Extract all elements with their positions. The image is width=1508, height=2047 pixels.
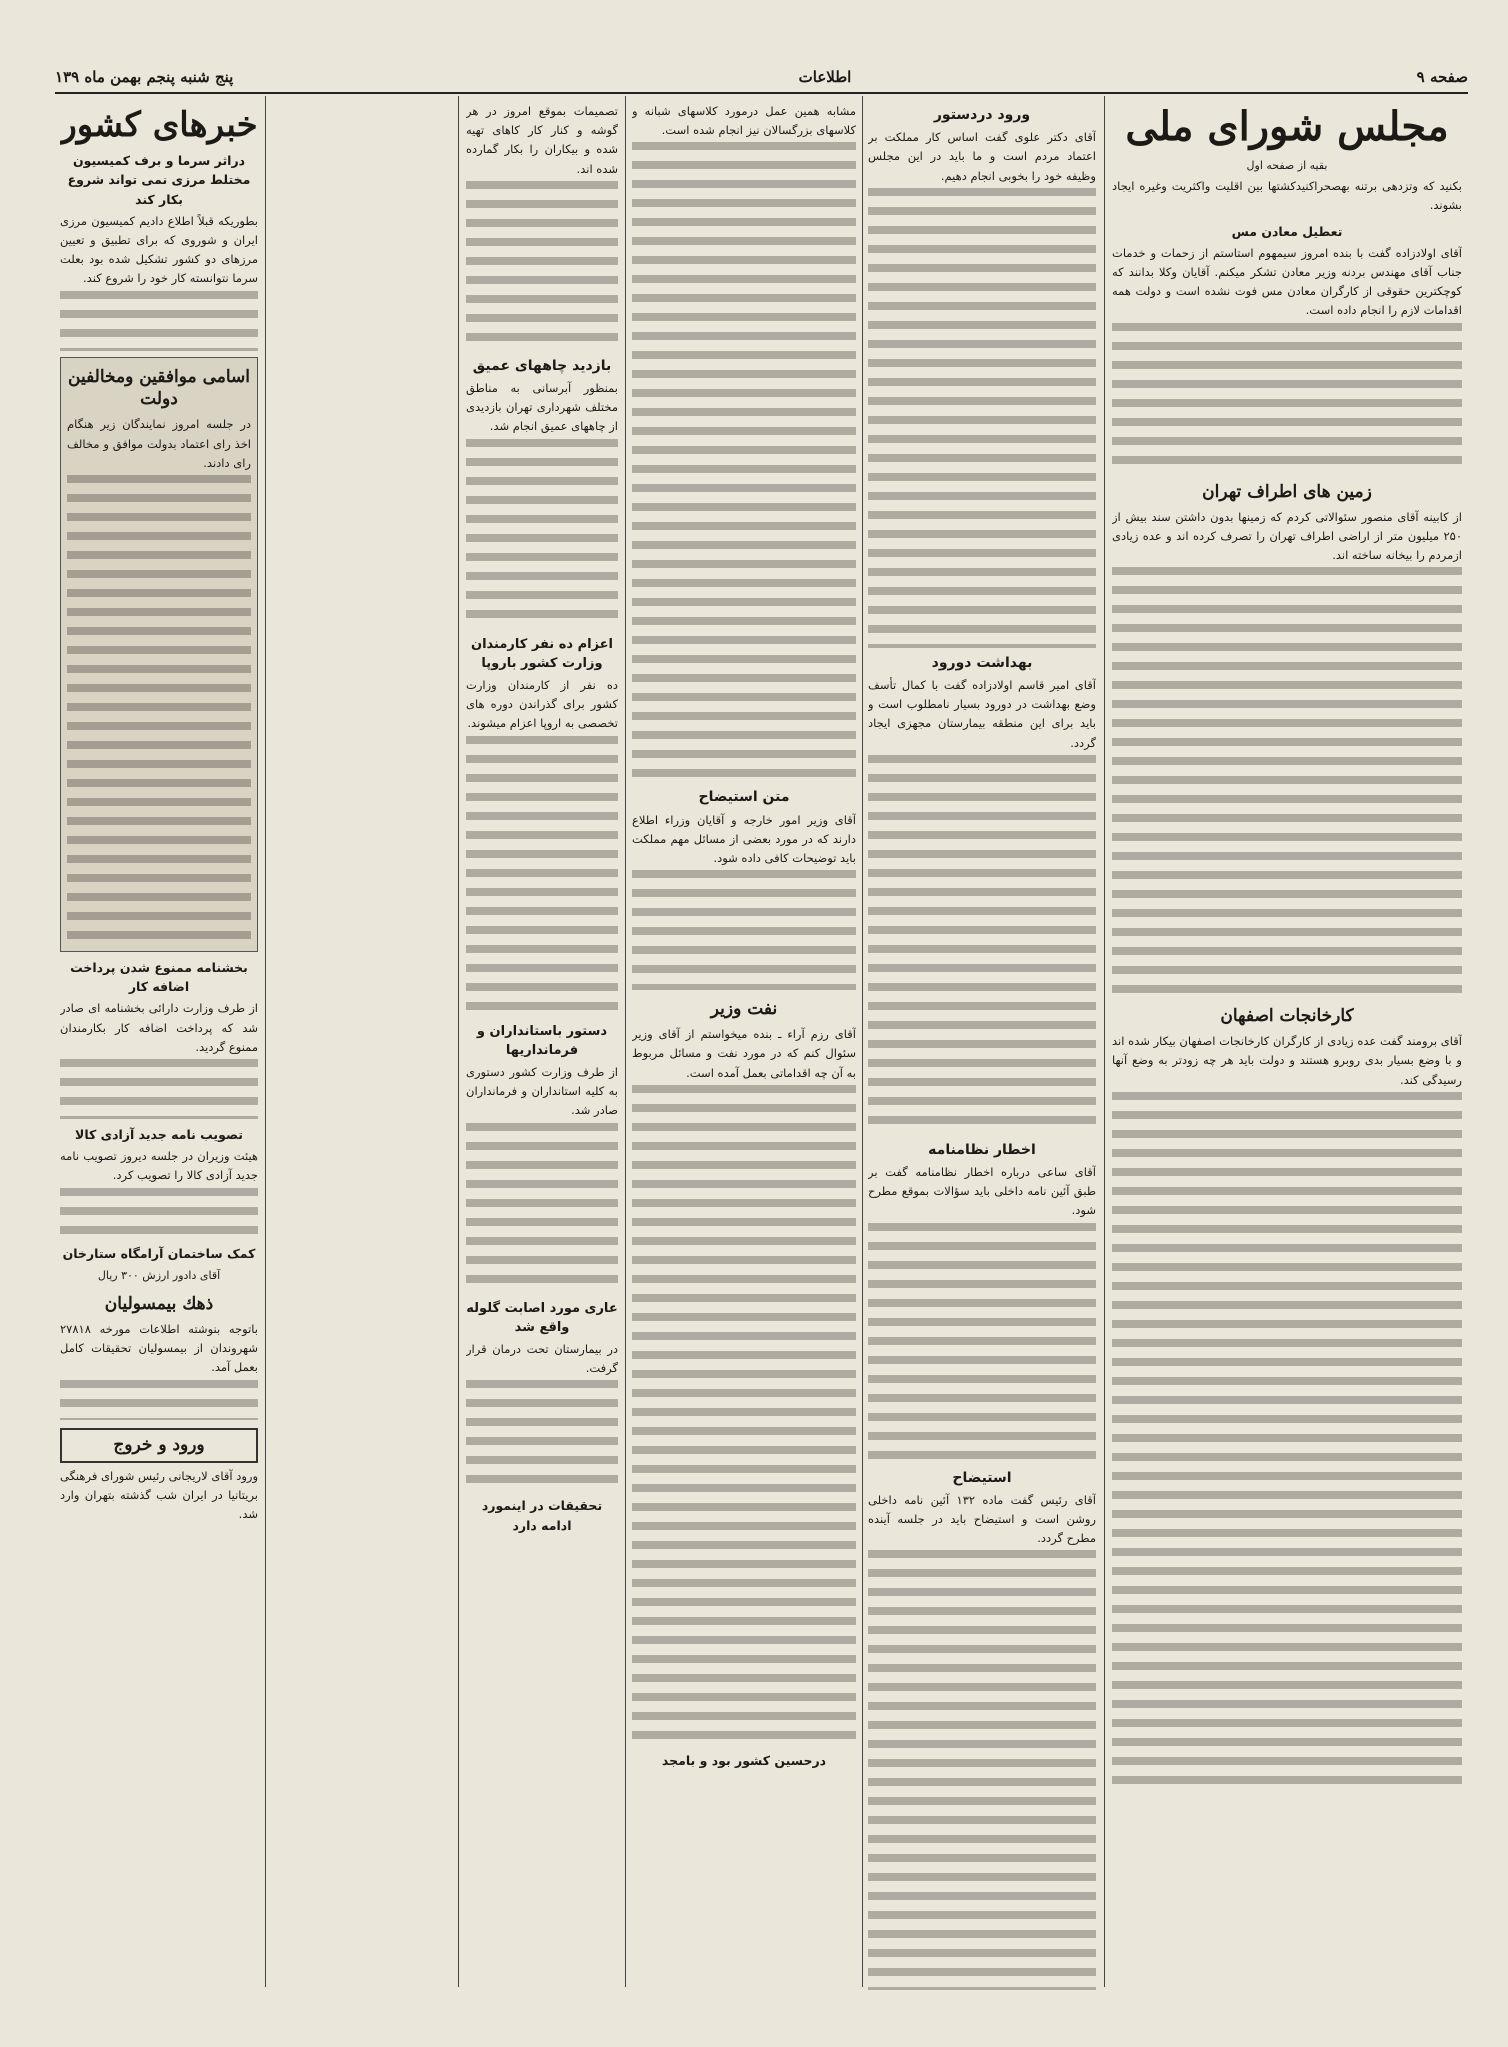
article-text: آقای رزم آراء ـ بنده میخواستم از آقای وزیر سئوال کنم که در مورد نفت و مسائل مربوط به آن چه اقداماتی بعمل آمده است. [632, 1027, 856, 1080]
article-text: آقای رئیس گفت ماده ۱۳۲ آئین نامه داخلی روشن است و استیضاح باید در جلسه آینده مطرح گردد. [868, 1492, 1096, 1546]
article-text: آقای دکتر علوی گفت اساس کار مملکت بر اعتماد مردم است و ما باید در این مجلس وظیفه خود را بخوبی انجام دهیم. [868, 130, 1096, 183]
subhead-staff-to-europe: اعزام ده نفر کارمندان وزارت کشور باروپا [471, 636, 613, 671]
column-divider [862, 96, 863, 1987]
column-divider [625, 96, 626, 1987]
subhead-oil-minister: نفت وزیر [710, 999, 778, 1020]
article-text: از طرف وزارت دارائی بخشنامه ای صادر شد که پرداخت اضافه کار بکارمندان ممنوع گردید. [60, 1001, 258, 1054]
column-divider [458, 96, 459, 1987]
subhead-shooting: عاری مورد اصابت گلوله واقع شد [466, 1300, 618, 1335]
article-text: تصمیمات بموقع امروز در هر گوشه و کنار کار کاهای تهیه شده و بیکاران را بکار گمارده شده اند. [466, 104, 618, 176]
subhead-arrivals: ورود و خروج [113, 1434, 205, 1455]
subhead-copper-mines: تعطیل معادن مس [1231, 223, 1343, 239]
column-parliament [1112, 100, 1462, 1990]
text-block [1112, 567, 1462, 997]
column-footer-line: درحسین کشور بود و بامجد [661, 1752, 827, 1768]
text-block [1112, 323, 1462, 473]
article-text: آقای وزیر امور خارجه و آقایان وزراء اطلاع دارند که در مورد بعضی از مسائل مهم مملکت باید توضیحات کافی داده شود. [632, 812, 856, 866]
text-block [60, 291, 258, 351]
article-text: بمنظور آبرسانی به مناطق مختلف شهرداری تهران بازدیدی از چاههای عمیق انجام شد. [466, 381, 618, 434]
page-label: صفحه ۹ [1416, 68, 1468, 86]
article-text: باتوجه بنوشته اطلاعات مورخه ۲۷۸۱۸ شهروندان از بیمسولیان تحقیقات کامل بعمل آمد. [60, 1321, 258, 1375]
subhead-bimsolian: ذهك بیمسولیان [104, 1294, 214, 1315]
article-text: آقای برومند گفت عده زیادی از کارگران کارخانجات اصفهان بیکار شده اند و با وضع بسیار بدی روبرو هستند و دولت باید هر چه زودتر به وضع آنها رسیدگی کند. [1112, 1034, 1462, 1087]
article-text: هیئت وزیران در جلسه دیروز تصویب نامه جدید آزادی کالا را تصویب کرد. [60, 1149, 258, 1183]
article-text: مشابه همین عمل درمورد کلاسهای شبانه و کلاسهای بزرگسالان نیز انجام شده است. [632, 104, 856, 138]
text-block [466, 181, 618, 351]
paper-name: اطلاعات [798, 68, 852, 86]
article-text: در بیمارستان تحت درمان قرار گرفت. [466, 1342, 618, 1376]
article-text: آقای ساعی درباره اخطار نظامنامه گفت بر طبق آئین نامه داخلی باید سؤالات بموقع مطرح شود. [868, 1165, 1096, 1218]
headline-national-news: خبرهای کشور [60, 105, 258, 145]
column-divider [265, 96, 266, 1987]
arrivals-box [60, 1428, 258, 1463]
subhead-isfahan-factories: کارخانجات اصفهان [1220, 1006, 1354, 1027]
subhead-dorud-health: بهداشت دورود [931, 654, 1033, 671]
text-block [868, 188, 1096, 648]
issue-date: پنج شنبه پنجم بهمن ماه ۱۳۹ [55, 68, 234, 86]
text-block [466, 439, 618, 629]
text-block [868, 755, 1096, 1135]
subhead-overtime-ban: بخشنامه ممنوع شدن پرداخت اضافه کار [70, 960, 248, 995]
text-block [632, 1085, 856, 1745]
text-block [1112, 1092, 1462, 1792]
box-text: در جلسه امروز نمایندگان زیر هنگام اخذ رای اعتماد بدولت موافق و مخالف رای دادند. [67, 417, 251, 470]
text-block [67, 475, 251, 945]
text-block [466, 736, 618, 1016]
text-block [868, 1550, 1096, 1990]
article-text: آقای اولادزاده گفت با بنده امروز سیمهوم استاستم از زحمات و خدمات جناب آقای مهندس بردنه وزیر معادن تشکر میکنم. آقایان وکلا بدانند که کوچکترین حقوقی از کارگران معادن مس فوت نشده است و دولت همه اقدامات لازم را انجام داده است. [1112, 245, 1462, 318]
text-block [466, 1380, 618, 1490]
headline-parliament: مجلس شورای ملی [1125, 103, 1449, 150]
column-national-news [60, 100, 258, 1990]
column-two [868, 100, 1096, 1990]
subhead-interpellation-text: متن استیضاح [698, 789, 790, 806]
vote-box [60, 357, 258, 952]
subhead-goods-freedom: تصویب نامه جدید آزادی کالا [75, 1127, 243, 1143]
subhead-agenda: ورود دردستور [933, 107, 1031, 123]
article-text: آقای امیر قاسم اولادزاده گفت با کمال تأسف وضع بهداشت در دورود بسیار نامطلوب است و باید برای این منطقه بیمارستان مجهزی ایجاد گردد. [868, 678, 1096, 750]
subhead-wells-visit: بازدید چاههای عمیق [472, 357, 612, 374]
subhead-governors-order: دستور باستانداران و فرمانداریها [476, 1023, 608, 1058]
subhead-tehran-lands: زمین های اطراف تهران [1202, 481, 1372, 502]
subhead-border-commission: دراثر سرما و برف کمیسیون مختلط مرزی نمی تواند شروع بکار کند [67, 153, 251, 207]
column-four [466, 100, 618, 1990]
column-footer-line: تحقیقات در اینمورد ادامه دارد [481, 1498, 603, 1533]
article-text: از طرف وزارت کشور دستوری به کلیه استانداران و فرمانداران صادر شد. [466, 1065, 618, 1118]
column-three [632, 100, 856, 1990]
text-block [632, 870, 856, 990]
text-block [60, 1380, 258, 1420]
continued-note: بقیه از صفحه اول [1246, 159, 1328, 172]
column-divider [1104, 96, 1105, 1987]
subhead-rules-warning: اخطار نظامنامه [928, 1141, 1036, 1158]
text-block [466, 1123, 618, 1293]
top-rule [55, 92, 1468, 94]
box-title: اسامی موافقین ومخالفین دولت [68, 366, 250, 410]
running-head [55, 64, 1468, 90]
article-text: ده نفر از کارمندان وزارت کشور برای گذراندن دوره های تخصصی به اروپا اعزام میشوند. [466, 678, 618, 731]
article-text: از کابینه آقای منصور سئوالاتی کردم که زمینها بدون داشتن سند بیش از ۲۵۰ میلیون متر از اراضی اطراف تهران را تصرف کرده اند و عده زیادی ازمردم را بیخانه ساخته اند. [1112, 509, 1462, 562]
text-block [632, 142, 856, 782]
text-block [60, 1059, 258, 1119]
subhead-sattarkhan: کمک ساختمان آرامگاه ستارخان [62, 1245, 256, 1261]
article-text: بطوریکه قبلاً اطلاع دادیم کمیسیون مرزی ایران و شوروی که برای تطبیق و تعیین مرزهای دو کشور تشکیل شده بود بعلت سرما نتوانسته کار خود را شروع کند. [60, 213, 258, 286]
text-block [868, 1223, 1096, 1463]
text-block [60, 1188, 258, 1238]
subhead-interpellation: استیضاح [952, 1469, 1012, 1486]
article-text: آقای دادور ارزش ۳۰۰ ریال [97, 1268, 221, 1282]
article-text: بکنید که وتزدهی برتنه بهصحراکنیدکشتها بین اقلیت واکثریت وغیره ایجاد بشوند. [1112, 179, 1462, 213]
article-text: ورود آقای لاریجانی رئیس شورای فرهنگی بریتانیا در ایران شب گذشته بتهران وارد شد. [60, 1468, 258, 1521]
